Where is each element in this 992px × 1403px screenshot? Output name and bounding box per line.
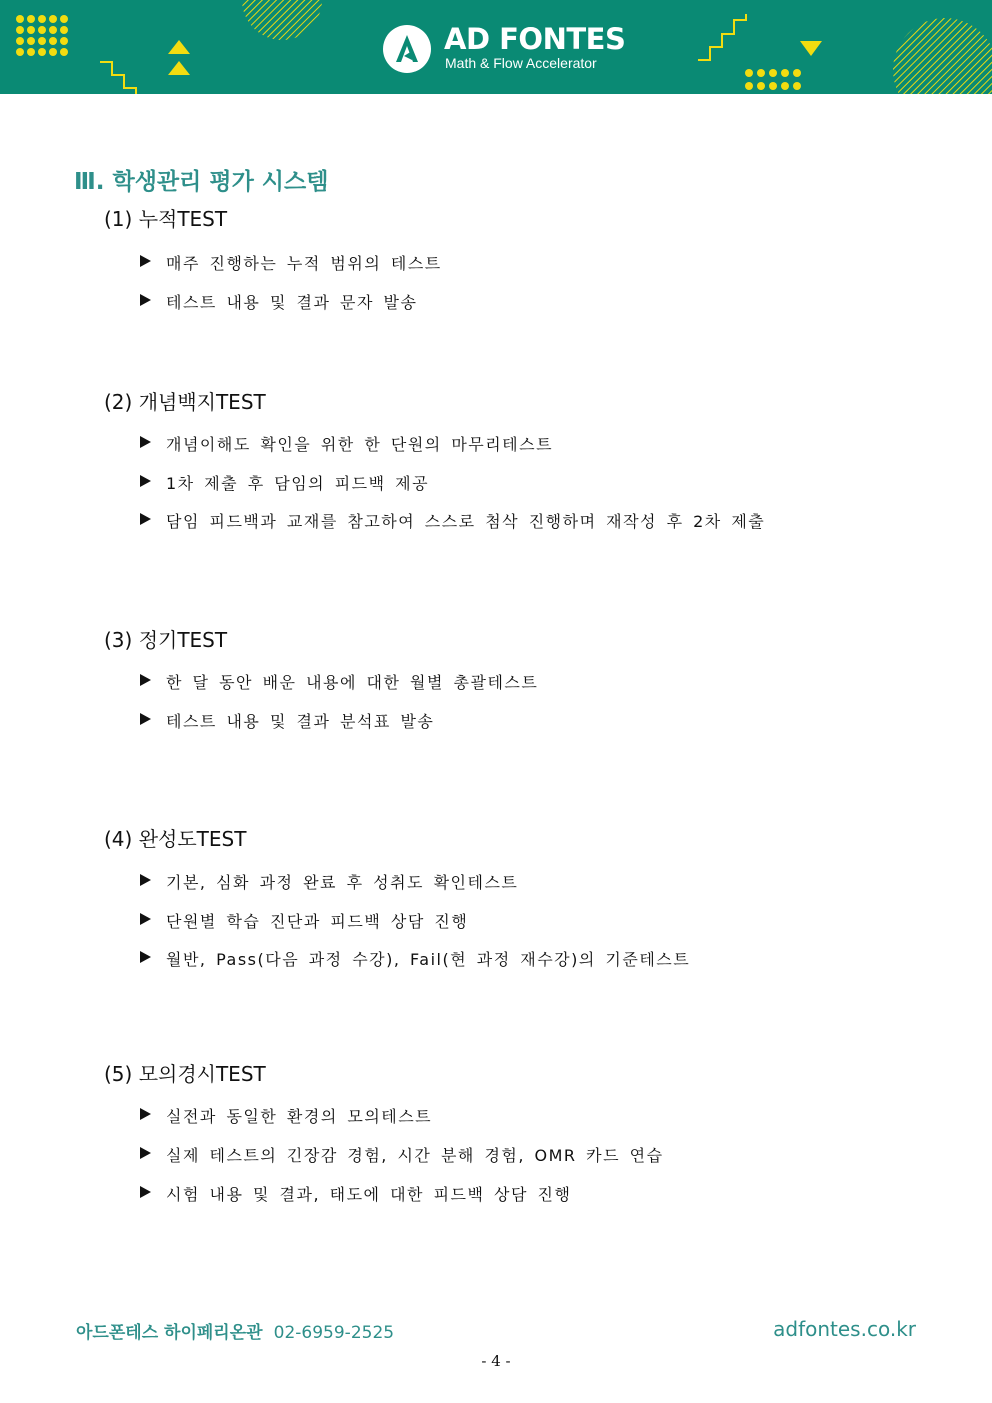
list-item-text: 월반, Pass(다음 과정 수강), Fail(현 과정 재수강)의 기준테스트 — [166, 950, 691, 969]
arrow-right-icon — [140, 255, 151, 267]
triangle-up-2 — [168, 61, 190, 75]
brand-tagline: Math & Flow Accelerator — [445, 55, 597, 71]
arrow-right-icon — [140, 1108, 151, 1120]
list-item-text: 실제 테스트의 긴장감 경험, 시간 분해 경험, OMR 카드 연습 — [166, 1146, 664, 1165]
header-banner — [0, 0, 992, 94]
arrow-right-icon — [140, 951, 151, 963]
brand-name: AD FONTES — [444, 22, 626, 56]
arrow-right-icon — [140, 1147, 151, 1159]
ad-fontes-logo-icon — [382, 24, 432, 74]
arrow-right-icon — [140, 294, 151, 306]
list-item-text: 기본, 심화 과정 완료 후 성취도 확인테스트 — [166, 873, 519, 892]
page-number: - 4 - — [481, 1352, 511, 1370]
arrow-right-icon — [140, 436, 151, 448]
stairs-right — [698, 14, 746, 60]
footer-contact — [76, 1318, 394, 1343]
dot-grid-right — [745, 69, 801, 90]
hatched-circle-right — [893, 18, 992, 94]
group-title: (3) 정기TEST — [104, 628, 228, 652]
arrow-right-icon — [140, 475, 151, 487]
list-item-text: 담임 피드백과 교재를 참고하여 스스로 첨삭 진행하며 재작성 후 2차 제출 — [166, 512, 766, 531]
triangle-down — [800, 41, 822, 56]
group-title: (1) 누적TEST — [104, 207, 228, 231]
list-item-text: 개념이해도 확인을 위한 한 단원의 마무리테스트 — [166, 435, 554, 454]
group-title: (4) 완성도TEST — [104, 827, 247, 851]
dot-grid-left — [16, 15, 68, 56]
arrow-right-icon — [140, 513, 151, 525]
arrow-right-icon — [140, 713, 151, 725]
arrow-right-icon — [140, 674, 151, 686]
arrow-right-icon — [140, 913, 151, 925]
hatched-half-circle-top — [242, 0, 322, 40]
list-item-text: 1차 제출 후 담임의 피드백 제공 — [166, 474, 430, 493]
list-item-text: 실전과 동일한 환경의 모의테스트 — [166, 1107, 433, 1126]
footer-website: adfontes.co.kr — [773, 1317, 916, 1341]
list-item-text: 테스트 내용 및 결과 문자 발송 — [166, 293, 418, 312]
list-item-text: 테스트 내용 및 결과 분석표 발송 — [166, 712, 435, 731]
footer-branch-name: 아드폰테스 하이페리온관 — [76, 1323, 263, 1343]
group-title: (5) 모의경시TEST — [104, 1062, 266, 1086]
stairs-left — [100, 62, 136, 94]
list-item-text: 단원별 학습 진단과 피드백 상담 진행 — [166, 912, 469, 931]
group-title: (2) 개념백지TEST — [104, 390, 266, 414]
footer-phone: 02-6959-2525 — [273, 1323, 395, 1343]
arrow-right-icon — [140, 1186, 151, 1198]
list-item-text: 한 달 동안 배운 내용에 대한 월별 총괄테스트 — [166, 673, 539, 692]
section-heading: Ⅲ. 학생관리 평가 시스템 — [74, 169, 329, 195]
list-item-text: 매주 진행하는 누적 범위의 테스트 — [166, 254, 442, 273]
triangle-up-1 — [168, 40, 190, 54]
arrow-right-icon — [140, 874, 151, 886]
list-item-text: 시험 내용 및 결과, 태도에 대한 피드백 상담 진행 — [166, 1185, 572, 1204]
